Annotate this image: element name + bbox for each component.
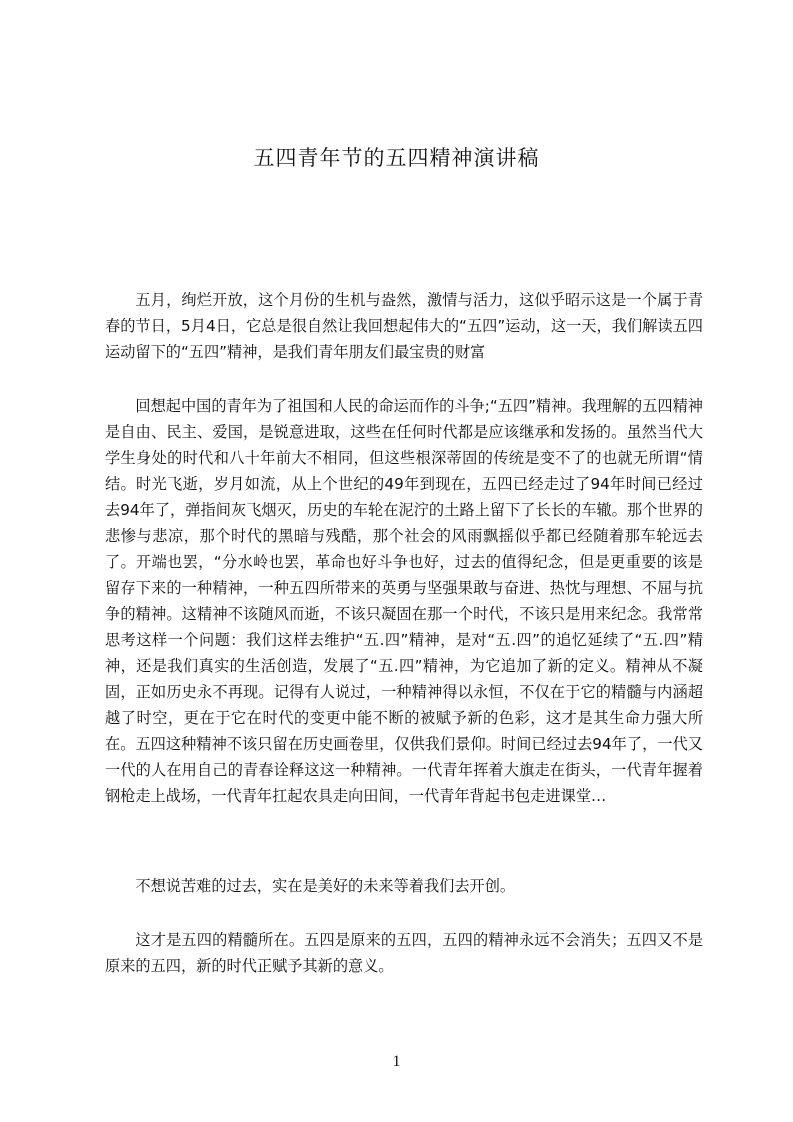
paragraph-2: 回想起中国的青年为了祖国和人民的命运而作的斗争;“五四”精神。我理解的五四精神是自由、民主、爱国，是锐意进取，这些在任何时代都是应该继承和发扬的。虽然当代大学生身处的时代和八十年前大不相同，但这些根深蒂固的传统是变不了的也就无所谓“情结。时光飞逝，岁月如流，从上个世纪的49年到现在，五四已经走过了94年时间已经过去94年了，弹指间灰飞烟灭，历史的车轮在泥泞的土路上留下了长长的车辙。那个世界的悲惨与悲凉，那个时代的黑暗与残酷，那个社会的风雨飘摇似乎都已经随着那车轮远去了。开端也罢，“分水岭也罢，革命也好斗争也好，过去的值得纪念，但是更重要的该是留存下来的一种精神，一种五四所带来的英勇与坚强果敢与奋进、热忱与理想、不屈与抗争的精神。这精神不该随风而逝，不该只凝固在那一个时代，不该只是用来纪念。我常常思考这样一个问题：我们这样去维护“五.四”精神，是对“五.四”的追忆延续了“五.四”精神，还是我们真实的生活创造，发展了“五.四”精神，为它追加了新的定义。精神从不凝固，正如历史永不再现。记得有人说过，一种精神得以永恒，不仅在于它的精髓与内涵超越了时空，更在于它在时代的变更中能不断的被赋予新的色彩，这才是其生命力强大所在。五四这种精神不该只留在历史画卷里，仅供我们景仰。时间已经过去94年了，一代又一代的人在用自己的青春诠释这这一种精神。一代青年挥着大旗走在街头，一代青年握着钢枪走上战场，一代青年扛起农具走向田间，一代青年背起书包走进课堂… bbox=[105, 397, 703, 805]
paragraph-1: 五月，绚烂开放，这个月份的生机与盎然，激情与活力，这似乎昭示这是一个属于青春的节日，5月4日，它总是很自然让我回想起伟大的“五四”运动，这一天，我们解读五四运动留下的“五四”精神，是我们青年朋友们最宝贵的财富 bbox=[105, 291, 703, 361]
paragraph-3: 不想说苦难的过去，实在是美好的未来等着我们去开创。 bbox=[135, 877, 516, 895]
paragraph-4: 这才是五四的精髓所在。五四是原来的五四，五四的精神永远不会消失；五四又不是原来的五四，新的时代正赋予其新的意义。 bbox=[105, 931, 703, 975]
document-title: 五四青年节的五四精神演讲稿 bbox=[253, 146, 540, 170]
page-number: 1 bbox=[392, 1053, 401, 1070]
